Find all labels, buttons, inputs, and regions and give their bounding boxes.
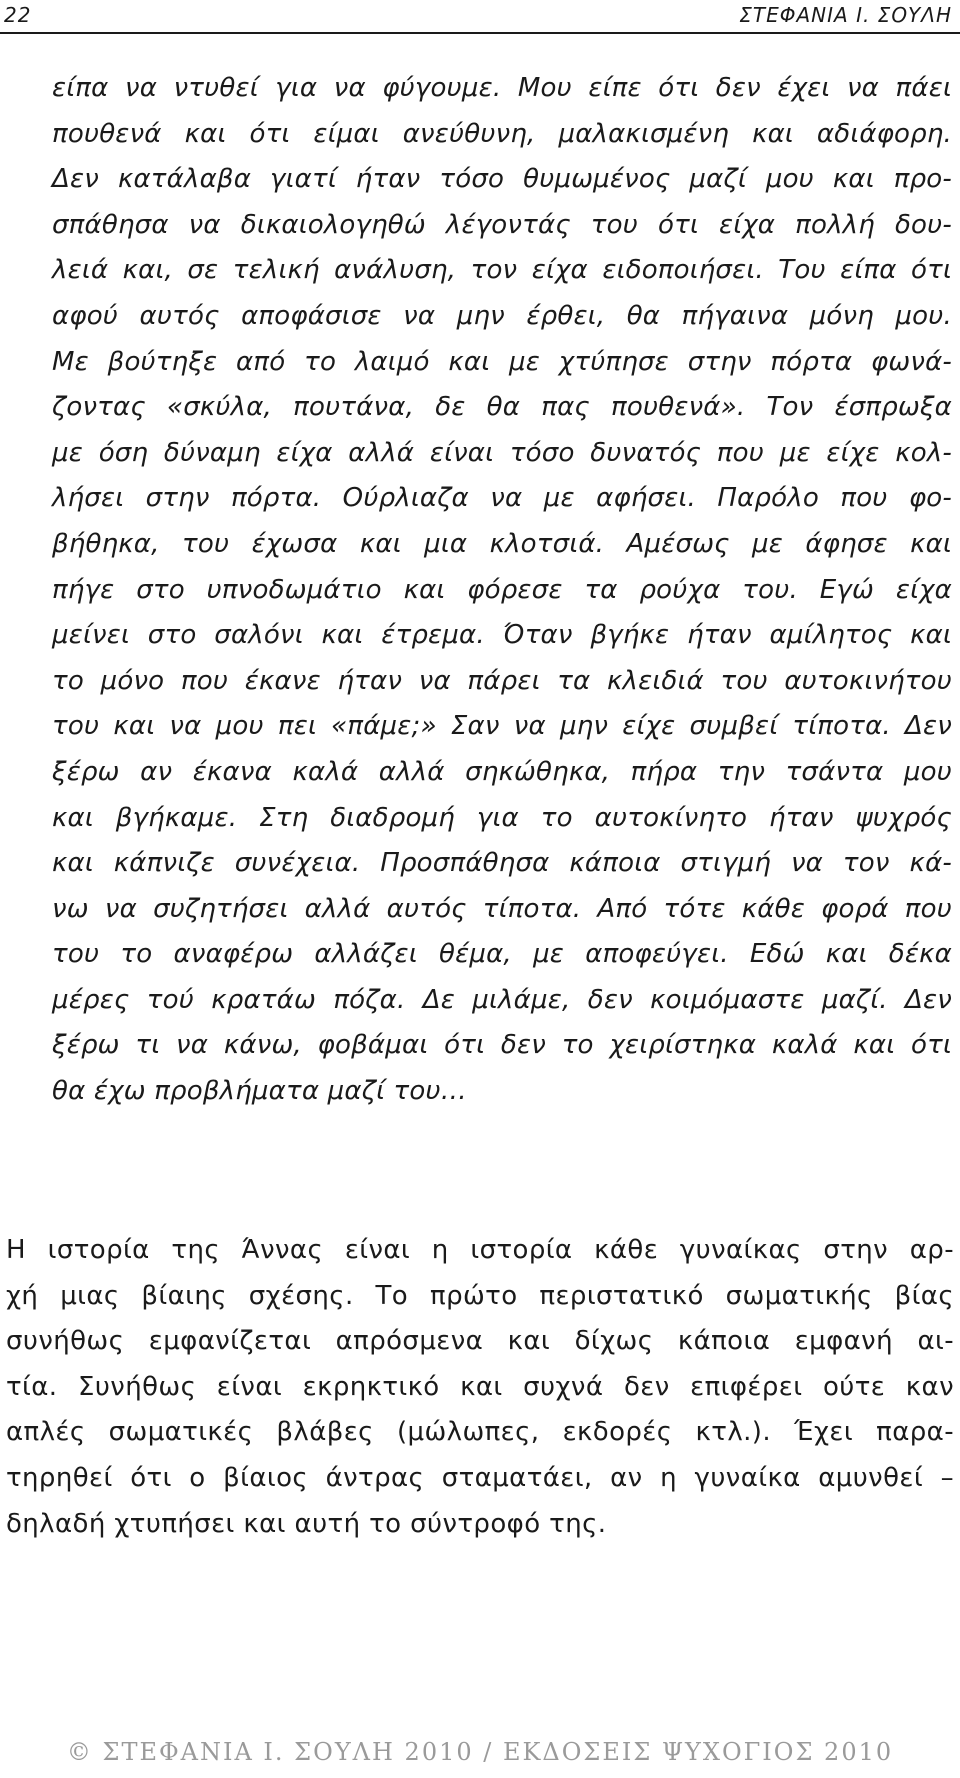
page-number: 22	[4, 3, 32, 27]
text-line: πήγε στο υπνοδωμάτιο και φόρεσε τα ρούχα του. Εγώ είχα	[52, 574, 952, 605]
text-line-last: θα έχω προβλήματα μαζί του…	[52, 1076, 467, 1107]
text-line: λήσει στην πόρτα. Ούρλιαζα να με αφήσει. Παρόλο που φο-	[52, 483, 952, 514]
text-line: Με βούτηξε από το λαιμό και με χτύπησε στην πόρτα φωνά-	[52, 346, 952, 377]
text-line: μέρες τού κρατάω πόζα. Δε μιλάμε, δεν κοιμόμαστε μαζί. Δεν	[52, 984, 952, 1015]
text-line: τηρηθεί ότι ο βίαιος άντρας σταματάει, αν η γυναίκα αμυνθεί –	[6, 1462, 954, 1493]
text-line: με όση δύναμη είχα αλλά είναι τόσο δυνατός που με είχε κολ-	[52, 437, 952, 468]
text-line: ξέρω αν έκανα καλά αλλά σηκώθηκα, πήρα την τσάντα μου	[52, 756, 952, 787]
text-line: πουθενά και ότι είμαι ανεύθυνη, μαλακισμένη και αδιάφορη.	[52, 118, 952, 149]
text-line: σπάθησα να δικαιολογηθώ λέγοντάς του ότι είχα πολλή δου-	[52, 209, 952, 240]
text-line: νω να συζητήσει αλλά αυτός τίποτα. Από τότε κάθε φορά που	[52, 893, 952, 924]
text-line: Δεν κατάλαβα γιατί ήταν τόσο θυμωμένος μαζί μου και προ-	[52, 164, 952, 195]
text-line: και βγήκαμε. Στη διαδρομή για το αυτοκίνητο ήταν ψυχρός	[52, 802, 952, 833]
commentary-paragraph	[0, 1228, 960, 1547]
text-line: μείνει στο σαλόνι και έτρεμα. Όταν βγήκε ήταν αμίλητος και	[52, 620, 952, 651]
text-line: αφού αυτός αποφάσισε να μην έρθει, θα πήγαινα μόνη μου.	[52, 300, 952, 331]
text-line: είπα να ντυθεί για να φύγουμε. Μου είπε ότι δεν έχει να πάει	[52, 73, 952, 103]
quoted-testimony	[0, 66, 960, 1115]
text-line: ξέρω τι να κάνω, φοβάμαι ότι δεν το χειρίστηκα καλά και ότι	[52, 1030, 952, 1061]
text-line: του και να μου πει «πάμε;» Σαν να μην είχε συμβεί τίποτα. Δεν	[52, 711, 952, 742]
text-line: ζοντας «σκύλα, πουτάνα, δε θα πας πουθενά». Τον έσπρωξα	[52, 392, 952, 423]
text-line: το μόνο που έκανε ήταν να πάρει τα κλειδιά του αυτοκινήτου	[52, 665, 952, 696]
copyright-footer: © ΣΤΕΦΑΝΙΑ Ι. ΣΟΥΛΗ 2010 / ΕΚΔΟΣΕΙΣ ΨΥΧΟΓΙΟΣ 2010	[66, 1738, 894, 1766]
text-line: Η ιστορία της Άννας είναι η ιστορία κάθε γυναίκας στην αρ-	[6, 1235, 954, 1265]
text-line: απλές σωματικές βλάβες (μώλωπες, εκδορές κτλ.). Έχει παρα-	[6, 1417, 954, 1448]
text-line: συνήθως εμφανίζεται απρόσμενα και δίχως κάποια εμφανή αι-	[6, 1326, 954, 1357]
running-head-author: ΣΤΕΦΑΝΙΑ Ι. ΣΟΥΛΗ	[739, 3, 952, 27]
text-line: λειά και, σε τελική ανάλυση, τον είχα ειδοποιήσει. Του είπα ότι	[52, 255, 952, 286]
text-line: βήθηκα, του έχωσα και μια κλοτσιά. Αμέσως με άφησε και	[52, 528, 952, 559]
text-line: του το αναφέρω αλλάζει θέμα, με αποφεύγει. Εδώ και δέκα	[52, 939, 952, 970]
text-line: χή μιας βίαιης σχέσης. Το πρώτο περιστατικό σωματικής βίας	[6, 1280, 954, 1311]
page-header	[0, 0, 960, 34]
text-line: και κάπνιζε συνέχεια. Προσπάθησα κάποια στιγμή να τον κά-	[52, 848, 952, 879]
text-line-last: δηλαδή χτυπήσει και αυτή το σύντροφό της.	[6, 1508, 607, 1539]
text-line: τία. Συνήθως είναι εκρηκτικό και συχνά δεν επιφέρει ούτε καν	[6, 1371, 954, 1402]
